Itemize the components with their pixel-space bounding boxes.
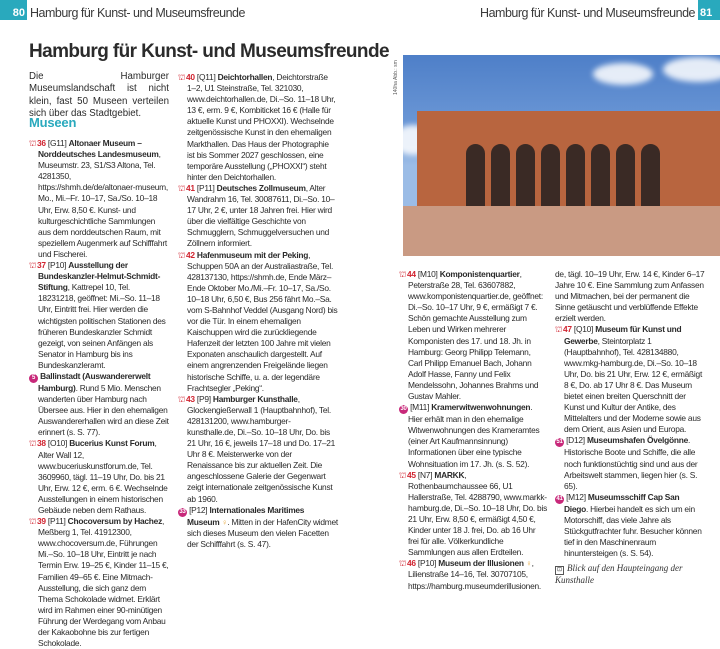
entry-text: . Hierbei handelt es sich um ein Motorschiff, das viele Jahre als Stückgutfrachter fuhr. Besucher können tief in den Maschinenraum hinuntersteigen (s. S. 54). (564, 503, 702, 559)
plaza (403, 206, 720, 256)
map-grid-ref: [P9] (194, 393, 213, 404)
arch (591, 144, 610, 206)
intro-paragraph: Die Hamburger Museumslandschaft ist nicht klein, fast 50 Museen verteilen sich über das Stadtgebiet. (29, 71, 169, 119)
running-head-left: Hamburg für Kunst- und Museumsfreunde (30, 6, 245, 20)
entry-name: Bucerius Kunst Forum (69, 438, 155, 449)
map-grid-ref: [N7] (415, 469, 435, 480)
entry-text: , Alter Wandrahm 16, Tel. 30087611, Di.–So. 10–17 Uhr, 2 €, unter 18 Jahren frei. Hier wird über die vielfältige Geschichte von Schmugglern, Schmuggelversuchen und Zöllnern informiert. (187, 182, 335, 249)
section-heading-museen: Museen (29, 115, 77, 130)
museum-entry (555, 324, 705, 435)
museum-icon: ⛫ (399, 270, 407, 279)
entry-number: 39 (37, 516, 46, 527)
column-2 (178, 72, 338, 550)
museum-entry (29, 438, 169, 516)
entry-name: Ballinstadt (Auswandererwelt Hamburg) (38, 370, 151, 393)
page-number-right (698, 0, 720, 20)
map-badge-icon: 41 (556, 495, 563, 502)
map-grid-ref: [P10] (415, 558, 439, 569)
museum-entry (178, 394, 338, 505)
map-grid-ref: [Q11] (194, 72, 218, 82)
entry-number: 36 (37, 138, 46, 148)
entry-number: 46 (407, 558, 416, 569)
museum-icon: ⛫ (555, 325, 563, 335)
museum-icon: ⛫ (178, 250, 186, 260)
entry-name: Hafenmuseum mit der Peking (196, 249, 309, 260)
page-number-left-text: 80 (12, 7, 25, 19)
entry-text: . Historische Boote und Schiffe, die alle noch funktionstüchtig sind und aus der Arbeitswelt stammen, liegen hier (s. S. 65). (564, 435, 698, 491)
museum-icon: ⛫ (29, 517, 37, 527)
map-badge-icon: 30 (400, 406, 407, 413)
museum-icon: ⛫ (29, 439, 37, 449)
photo-credit: 140ha Abb.: sm (393, 60, 399, 95)
entry-text: , Deichtorstraße 1–2, U1 Steinstraße, Tel. 321030, www.deichtorhallen.de, Di.–So. 11–18 Uhr, 13 €, erm. 9 €, Kombiticket 16 € (Halle für aktuelle Kunst und PHOXXI). Wechselnde zeitgenössische Kunst in den ehemaligen Markthallen. Das Haus der Photographie ist bis Sommer 2027 geschlossen, eine temporäre Ausstellung („PHOXXI“) steht hinter den Deichtorhallen. (187, 72, 336, 182)
museum-icon: ⛫ (178, 73, 186, 82)
map-grid-ref: [P11] (45, 516, 68, 527)
museum-entry (29, 138, 169, 260)
photo-caption (555, 563, 705, 586)
entry-name: Museum der Illusionen (438, 558, 524, 569)
museum-icon: ⛫ (399, 559, 407, 569)
entry-text: . Rund 5 Mio. Menschen wanderten über Hamburg nach Übersee aus. Hier in den ehemaligen Auswandererhallen wird an diese Zeit erinnert (s. S. 77). (38, 382, 169, 438)
entry-number: 37 (37, 260, 46, 271)
arch (516, 144, 535, 206)
kunsthalle-photo (403, 55, 720, 256)
entry-name: Hamburger Kunsthalle (212, 393, 298, 404)
map-grid-ref: [G11] (45, 138, 69, 148)
entry-number: 45 (407, 469, 416, 480)
entry-name: Komponistenquartier (439, 269, 520, 279)
museum-entry (555, 435, 705, 491)
museum-entry (178, 183, 338, 250)
entry-text-continued: de, tägl. 10–19 Uhr, Erw. 14 €, Kinder 6–17 Jahre 10 €. Eine Sammlung zum Anfassen und Mitmachen, bei der permanent die Sinne getäuscht und verblüffende Effekte erzielt werden. (555, 269, 705, 324)
entry-text: . Hier erhält man in den ehemalige Witwenwohnungen des Krameramtes (einer Art Kaufmannsinnung) Informationen über eine typische Wohnsituation im 17. Jh. (s. S. 52). (408, 402, 540, 469)
entry-text: , Rothenbaumchaussee 66, U1 Hallerstraße, Tel. 4288790, www.markk-hamburg.de, Di.–So. 10–18 Uhr, Do. bis 21 Uhr, Erw. 8,50 €, ermäßigt 4,50 €, Kinder unter 18 J. frei, Do. ab 16 Uhr frei für alle. Völkerkundliche Sammlungen aus allen Erdteilen. (408, 469, 548, 558)
entry-name: Internationales Maritimes Museum (187, 504, 305, 527)
arch (616, 144, 635, 206)
arch (541, 144, 560, 206)
map-grid-ref: [M11] (410, 402, 432, 413)
entry-number: 42 (186, 249, 195, 260)
map-grid-ref: [P10] (45, 260, 69, 271)
museum-icon: ⛫ (178, 183, 186, 193)
entry-text: , Steintorplatz 1 (Hauptbahnhof), Tel. 428134880, www.mkg-hamburg.de, Di.–So. 10–18 Uhr, Do. bis 21 Uhr, Erw. 12 €, ermäßigt 8 €, Do. ab 17 Uhr 8 €. Das Museum bietet einen breiten Querschnitt der Kunst und Kultur der Antike, des Mittelalters und der Moderne sowie aus dem Orient, aus Asien und Europa. (564, 335, 703, 435)
map-grid-ref: [P12] (189, 504, 210, 515)
museum-entry (178, 505, 338, 550)
museum-entry (399, 470, 547, 559)
museum-entry (29, 516, 169, 649)
arch (566, 144, 585, 206)
arch (491, 144, 510, 206)
entry-text: . Mitten in der HafenCity widmet sich dieses Museum den vielen Facetten der Schifffahrt (s. S. 47). (187, 516, 339, 549)
entry-number: 43 (186, 393, 195, 404)
entry-text: , Meßberg 1, Tel. 41912300, www.chocoversum.de, Führungen Mi.–So. 10–18 Uhr, Eintritt je nach Termin Erw. 19–25 €, Kinder 11–15 €, Familien 49–65 €. Eine Mitmach-Ausstellung, die sich ganz dem Thema Schokolade widmet. Erklärt wird im Rahmen einer 90-minütigen Führung der Werdegang vom Anbau der Kakaobohne bis zur fertigen Schokolade. (38, 516, 169, 649)
museum-entry (555, 269, 705, 324)
museum-icon: ⛫ (29, 139, 37, 148)
family-icon: ♀ (221, 517, 228, 527)
entry-number: 47 (563, 324, 572, 335)
museum-entry (399, 402, 547, 469)
page-title: Hamburg für Kunst- und Museumsfreunde (29, 41, 389, 62)
entry-name: Kramerwitwenwohnungen (431, 402, 531, 413)
map-badge-icon: 33 (179, 508, 186, 515)
museum-icon: ⛫ (178, 394, 186, 404)
museum-entry (399, 558, 547, 591)
museum-entry (178, 250, 338, 394)
entry-number: 44 (407, 269, 416, 279)
entry-name: Deutsches Zollmuseum (216, 182, 306, 193)
entry-name: Ausstellung der Bundeskanzler-Helmut-Schmidt-Stiftung (38, 260, 161, 293)
map-badge-icon: 51 (556, 439, 563, 446)
map-grid-ref: [M12] (566, 491, 588, 502)
entry-text: , Glockengießerwall 1 (Hauptbahnhof), Tel. 428131200, www.hamburger-kunsthalle.de, Di.–So. 10–18 Uhr, Do. bis 21 Uhr, 16 €, jeweils 17–18 und Do. 17–21 Uhr 8 €. Meisterwerke von der Renaissance bis zur aktuellen Zeit. Die angeschlossene Galerie der Gegenwart zeigt internationale zeitgenössische Kunst ab 1960. (187, 393, 336, 504)
arch (641, 144, 660, 206)
family-icon: ♀ (525, 559, 532, 569)
page-number-left (0, 0, 27, 20)
map-badge-icon: 5 (29, 374, 38, 383)
museum-icon: ⛫ (29, 261, 37, 271)
museum-entry (178, 72, 338, 183)
entry-number: 41 (186, 182, 195, 193)
cloud (593, 63, 653, 85)
entry-name: Chocoversum by Hachez (67, 516, 163, 527)
entry-number: 40 (186, 72, 195, 82)
entry-text: , Schuppen 50A an der Australiastraße, Tel. 428137130, https://shmh.de, Ende März–Ende Oktober Mo./Mi.–Fr. 10–17, Sa./So. 10–18 Uhr, 6,50 €, Bus 256 fährt Mo.–Sa. vom S-Bahnhof Veddel (Ausgang Nord) bis vor die Tür. In einem ehemaligen Kaischuppen wird die zurückliegende Hafenzeit der letzten 100 Jahre mit vielen Exponaten anschaulich dargestellt. Auf einem angrenzenden Freigelände liegen historische Schiffe, u. a. der legendäre Frachtsegler „Peking“. (187, 249, 338, 393)
map-grid-ref: [Q10] (571, 324, 596, 335)
entry-name: Deichtorhallen (217, 72, 273, 82)
page-number-right-text: 81 (700, 7, 713, 19)
museum-entry (29, 260, 169, 371)
map-grid-ref: [D12] (566, 435, 587, 446)
map-grid-ref: [P11] (194, 182, 217, 193)
entry-name: Altonaer Museum – Norddeutsches Landesmuseum (38, 138, 159, 160)
column-4 (555, 269, 705, 559)
entry-text: , Peterstraße 28, Tel. 63607882, www.komponistenquartier.de, geöffnet: Di.–So. 10–17 Uhr, 9 €, ermäßigt 7 €. Schön gemachte Ausstellung zum Leben und Wirken mehrerer Komponisten des 17. und 18. Jh. in Hamburg: Georg Philipp Telemann, Carl Philipp Emanuel Bach, Johann Adolf Hasse, Fanny und Felix Mendelssohn, Johannes Brahms und Gustav Mahler. (408, 269, 543, 402)
arch (466, 144, 485, 206)
entry-text: , Alter Wall 12, www.buceriuskunstforum.de, Tel. 3609960, tägl. 11–19 Uhr, Do. bis 21 Uhr, Erw. 12 €, erm. 6 €. Wechselnde Ausstellungen in einem historischen Gebäude neben dem Rathaus. (38, 438, 168, 515)
entry-text: , Lilienstraße 14–16, Tel. 30707105, https://hamburg.museumderillusionen. (408, 558, 541, 591)
caption-text: Blick auf den Haupteingang der Kunsthalle (555, 563, 683, 585)
photo-reference-icon: ⊡ (556, 567, 563, 573)
entry-number: 38 (37, 438, 46, 449)
running-head-right: Hamburg für Kunst- und Museumsfreunde (480, 6, 695, 20)
entry-name: Museum für Kunst und Gewerbe (564, 324, 682, 346)
entry-name: Museumshafen Övelgönne (586, 435, 689, 446)
column-3 (399, 269, 547, 592)
column-1 (29, 138, 169, 649)
cloud (663, 57, 720, 82)
museum-entry (29, 371, 169, 438)
entry-name: Museumsschiff Cap San Diego (564, 491, 680, 514)
entry-text: , Museumstr. 23, S1/S3 Altona, Tel. 4281350, https://shmh.de/de/altonaer-museum, Mo., Mi.–Fr. 10–17, Sa./So. 10–18 Uhr, Erw. 8,50 €. Kunst- und kulturgeschichtliche Sammlungen aus dem norddeutschen Raum, mit speziellem Augenmerk auf Schifffahrt und Fischerei. (38, 149, 168, 259)
museum-entry (555, 492, 705, 559)
museum-icon: ⛫ (399, 470, 407, 480)
entry-text: , Kattrepel 10, Tel. 18231218, geöffnet: Mi.–So. 11–18 Uhr, Eintritt frei. Hier werden die wichtigsten politischen Stationen des früheren Bundeskanzler Schmidt gezeigt, von seinen Anfängen als Senator in Hamburg bis ins Bundeskanzleramt. (38, 282, 166, 370)
map-grid-ref: [O10] (45, 438, 70, 449)
map-grid-ref: [M10] (415, 269, 440, 279)
entry-name: MARKK (434, 469, 465, 480)
museum-entry (399, 269, 547, 402)
